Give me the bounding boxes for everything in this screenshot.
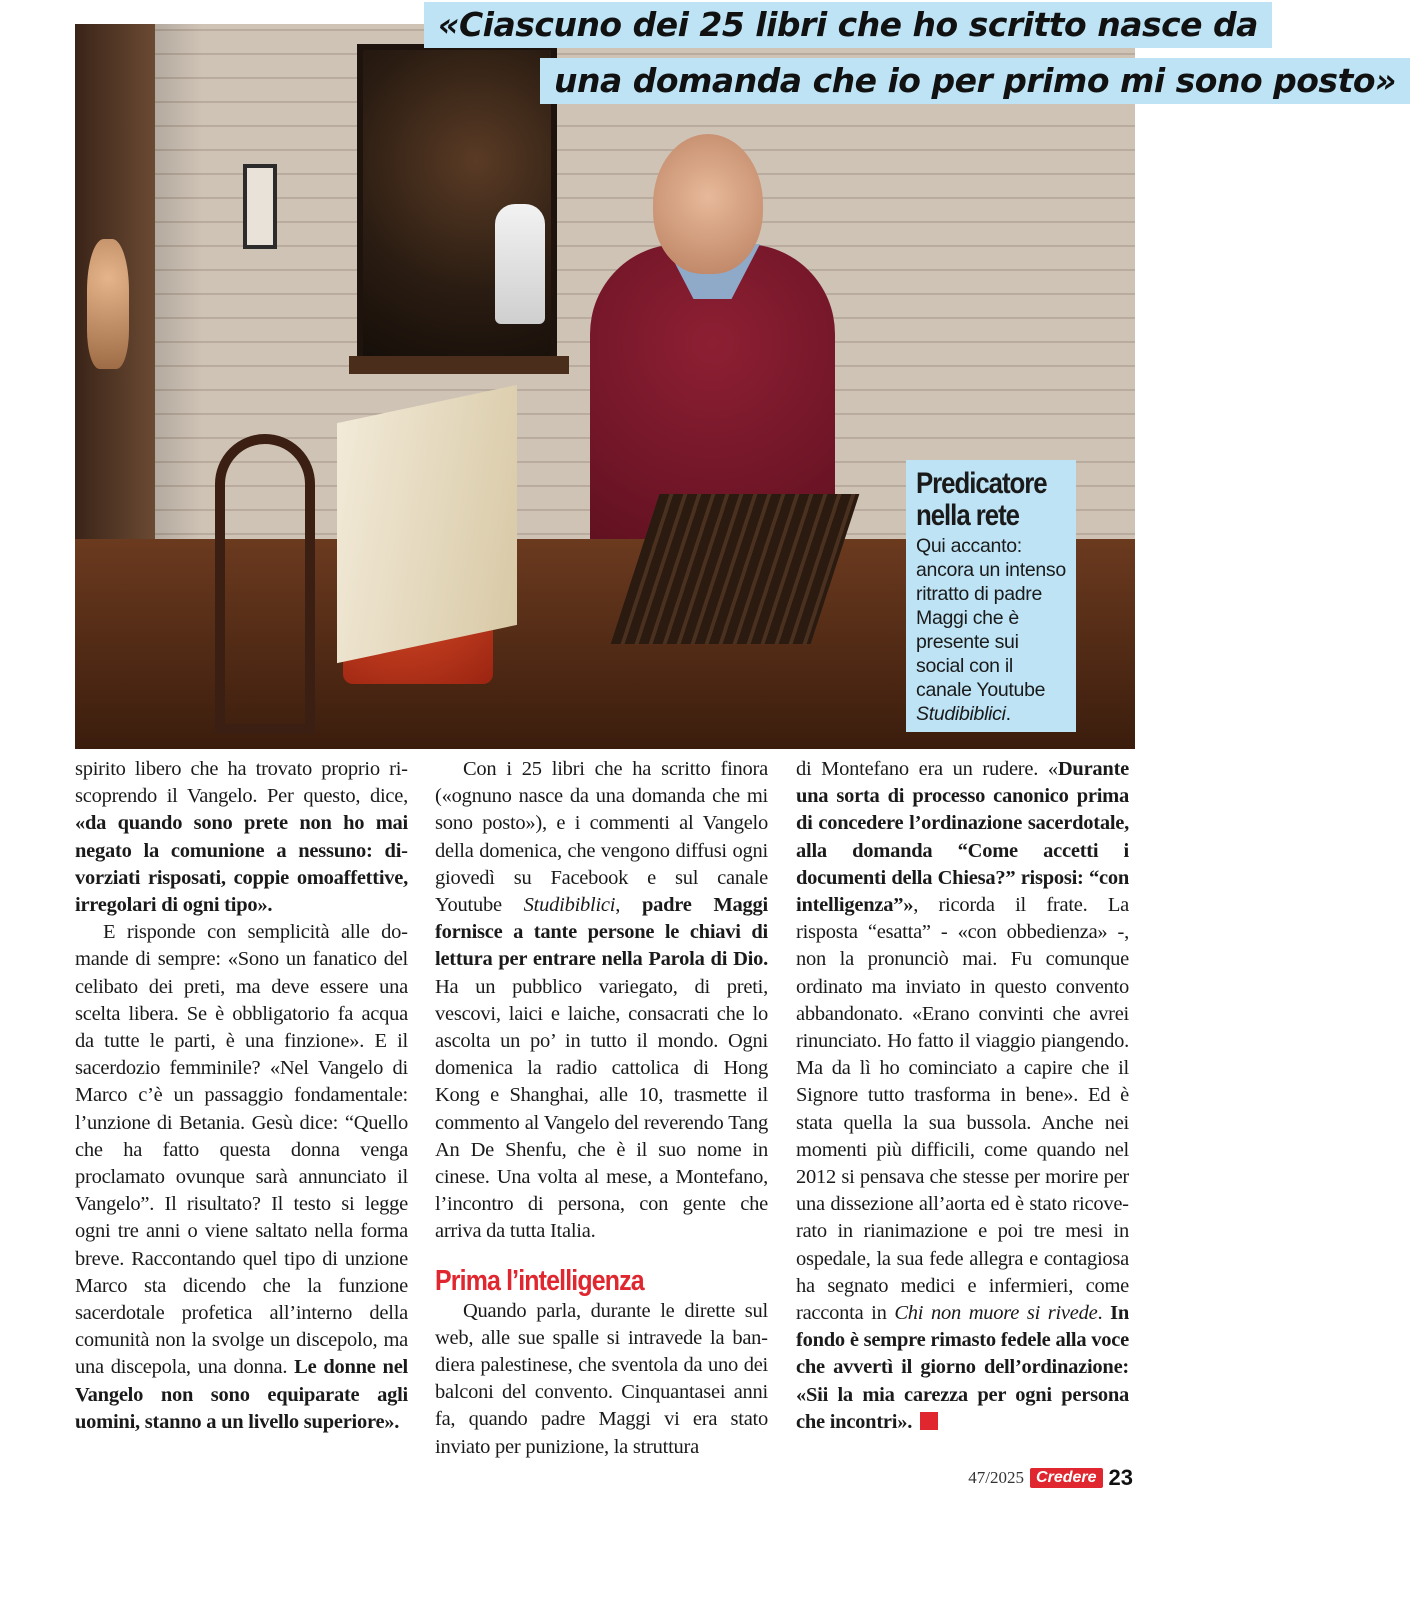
caption-body — [916, 534, 1066, 726]
photo-shelf — [349, 356, 569, 374]
article-column-2 — [435, 756, 768, 1461]
col3-p1-text-3: . — [1097, 1302, 1111, 1325]
caption-body-end: . — [1005, 703, 1011, 725]
col3-book-title: Chi non muore si rivede — [894, 1302, 1098, 1325]
article-column-1 — [75, 756, 408, 1436]
col3-paragraph-1 — [796, 756, 1129, 1436]
col3-p1-text-2: , ricorda il frate. La risposta “esatta” - «con obbedienza» -, non la pronunciò mai. Fu comunque ordinato ma inviato in questo convento abbandonato. «Erano convinti che avrei rinunciato. Ho fatto il viaggio piangendo. Ma da lì ho cominciato a capire che il Signore tutto trasforma in bene». Ed è stata quella la sua bussola. Anche nei momenti più difficili, come quando nel 2012 si pensava che stesse per morire per una dissezione all’aorta ed è stato ricoverato in rianimazione e poi tre mesi in ospedale, la sua fede allegra e contagiosa ha segnato medici e infermieri, come racconta in — [796, 894, 1129, 1325]
page-number: 23 — [1108, 1465, 1133, 1490]
photo-white-statue — [495, 204, 545, 324]
col1-paragraph-2 — [75, 919, 408, 1436]
section-subheading: Prima l’intelligenza — [435, 1264, 644, 1297]
col1-p1-text: spirito libero che ha trovato proprio riscoprendo il Vangelo. Per questo, dice, — [75, 758, 408, 808]
col2-p1-italic: Studibiblici — [523, 894, 616, 917]
col2-p1-text-end: Ha un pubblico variegato, di preti, vescovi, laici e laiche, consacrati che lo ascolta un po’ in tutto il mondo. Ogni domenica la radio cattolica di Hong Kong e Shanghai, alle 10, trasmette il commento al Vangelo del reverendo Tang An De Shenfu, che è il suo nome in cinese. Una volta al mese, a Montefano, l’incontro di persona, con gente che arriva da tutta Italia. — [435, 975, 768, 1243]
col1-p2-text: E risponde con semplicità alle domande di sempre: «Sono un fanatico del celibato dei preti, ma deve essere una scelta libera. Se è obbligatorio fa acqua da tutte le parti, è una finzione». E il sacerdozio femminile? «Nel Vangelo di Marco c’è un passaggio fondamentale: l’unzione di Betania. Gesù dice: “Quello che ha fatto questa donna venga proclamato ovunque sarà annunciato il Vangelo”. Il risultato? Il testo si legge ogni tre anni o viene saltato nella forma breve. Raccontando quel tipo di unzione Marco sta dicendo che la funzione sacerdotale profetica all’interno della comunità non la svolge un discepolo, ma una discepola, una donna. — [75, 921, 408, 1379]
photo-caption-box — [906, 460, 1076, 732]
issue-number: 47/2025 — [968, 1468, 1025, 1487]
photo-cherub-statue — [87, 239, 129, 369]
col2-paragraph-1 — [435, 756, 768, 1246]
col3-p1-bold: Durante una sorta di processo canonico prima di concedere l’ordinazione sacerdotale, alla domanda “Come accetti i documenti della Chiesa?” risposi: “con intelligenza”» — [796, 758, 1129, 917]
photo-open-book — [337, 385, 517, 663]
photo-chair — [215, 434, 315, 734]
article-column-3 — [796, 756, 1129, 1436]
col2-paragraph-2: Quando parla, durante le dirette sul web, alle sue spalle si intravede la bandiera palestinese, che sventola da uno dei balconi del convento. Cinquantasei anni fa, quando padre Maggi vi era stato inviato per punizione, la struttura — [435, 1299, 768, 1458]
caption-channel-name: Studibiblici — [916, 703, 1006, 725]
col1-p1-bold: «da quando sono prete non ho mai negato la comunione a nessuno: divorziati risposati, coppie omoaffettive, irregolari di ogni tipo». — [75, 812, 408, 917]
col1-p2-bold: Le donne nel Vangelo non sono equiparate agli uomini, stanno a un livello superiore». — [75, 1356, 408, 1433]
col3-p1-text: di Montefano era un rudere. « — [796, 758, 1058, 780]
article-end-mark-icon — [920, 1412, 938, 1430]
col2-p1-text: Con i 25 libri che ha scritto finora («ognuno nasce da una domanda che mi sono posto»), e i commenti al Vangelo della domenica, che vengono diffusi ogni giovedì su Facebook e sul canale Youtube — [435, 758, 768, 917]
magazine-logo: Credere — [1030, 1468, 1102, 1488]
caption-title-line-2: nella rete — [916, 499, 1019, 532]
col3-p1-bold-end: In fondo è sempre rimasto fedele alla voce che avvertì il giorno dell’ordinazione: «Sii la mia carezza per ogni persona che incontri». — [796, 1302, 1129, 1433]
col2-p1-separator: , — [615, 894, 642, 917]
pull-quote-line-1: «Ciascuno dei 25 libri che ho scritto nasce da — [424, 2, 1272, 48]
col1-paragraph-1 — [75, 756, 408, 919]
page-footer — [968, 1465, 1133, 1491]
photo-small-frame — [243, 164, 277, 249]
caption-title — [916, 468, 1079, 532]
caption-body-text: Qui accanto: ancora un intenso ritratto di padre Maggi che è presente sui social con il canale Youtube — [916, 535, 1066, 701]
caption-title-line-1: Predicatore — [916, 467, 1047, 500]
pull-quote-line-2: una domanda che io per primo mi sono posto» — [540, 58, 1410, 104]
col2-p1-bold: padre Maggi fornisce a tante persone le chiavi di lettura per entrare nella Parola di Dio. — [435, 894, 768, 971]
photo-man-head — [653, 134, 763, 274]
